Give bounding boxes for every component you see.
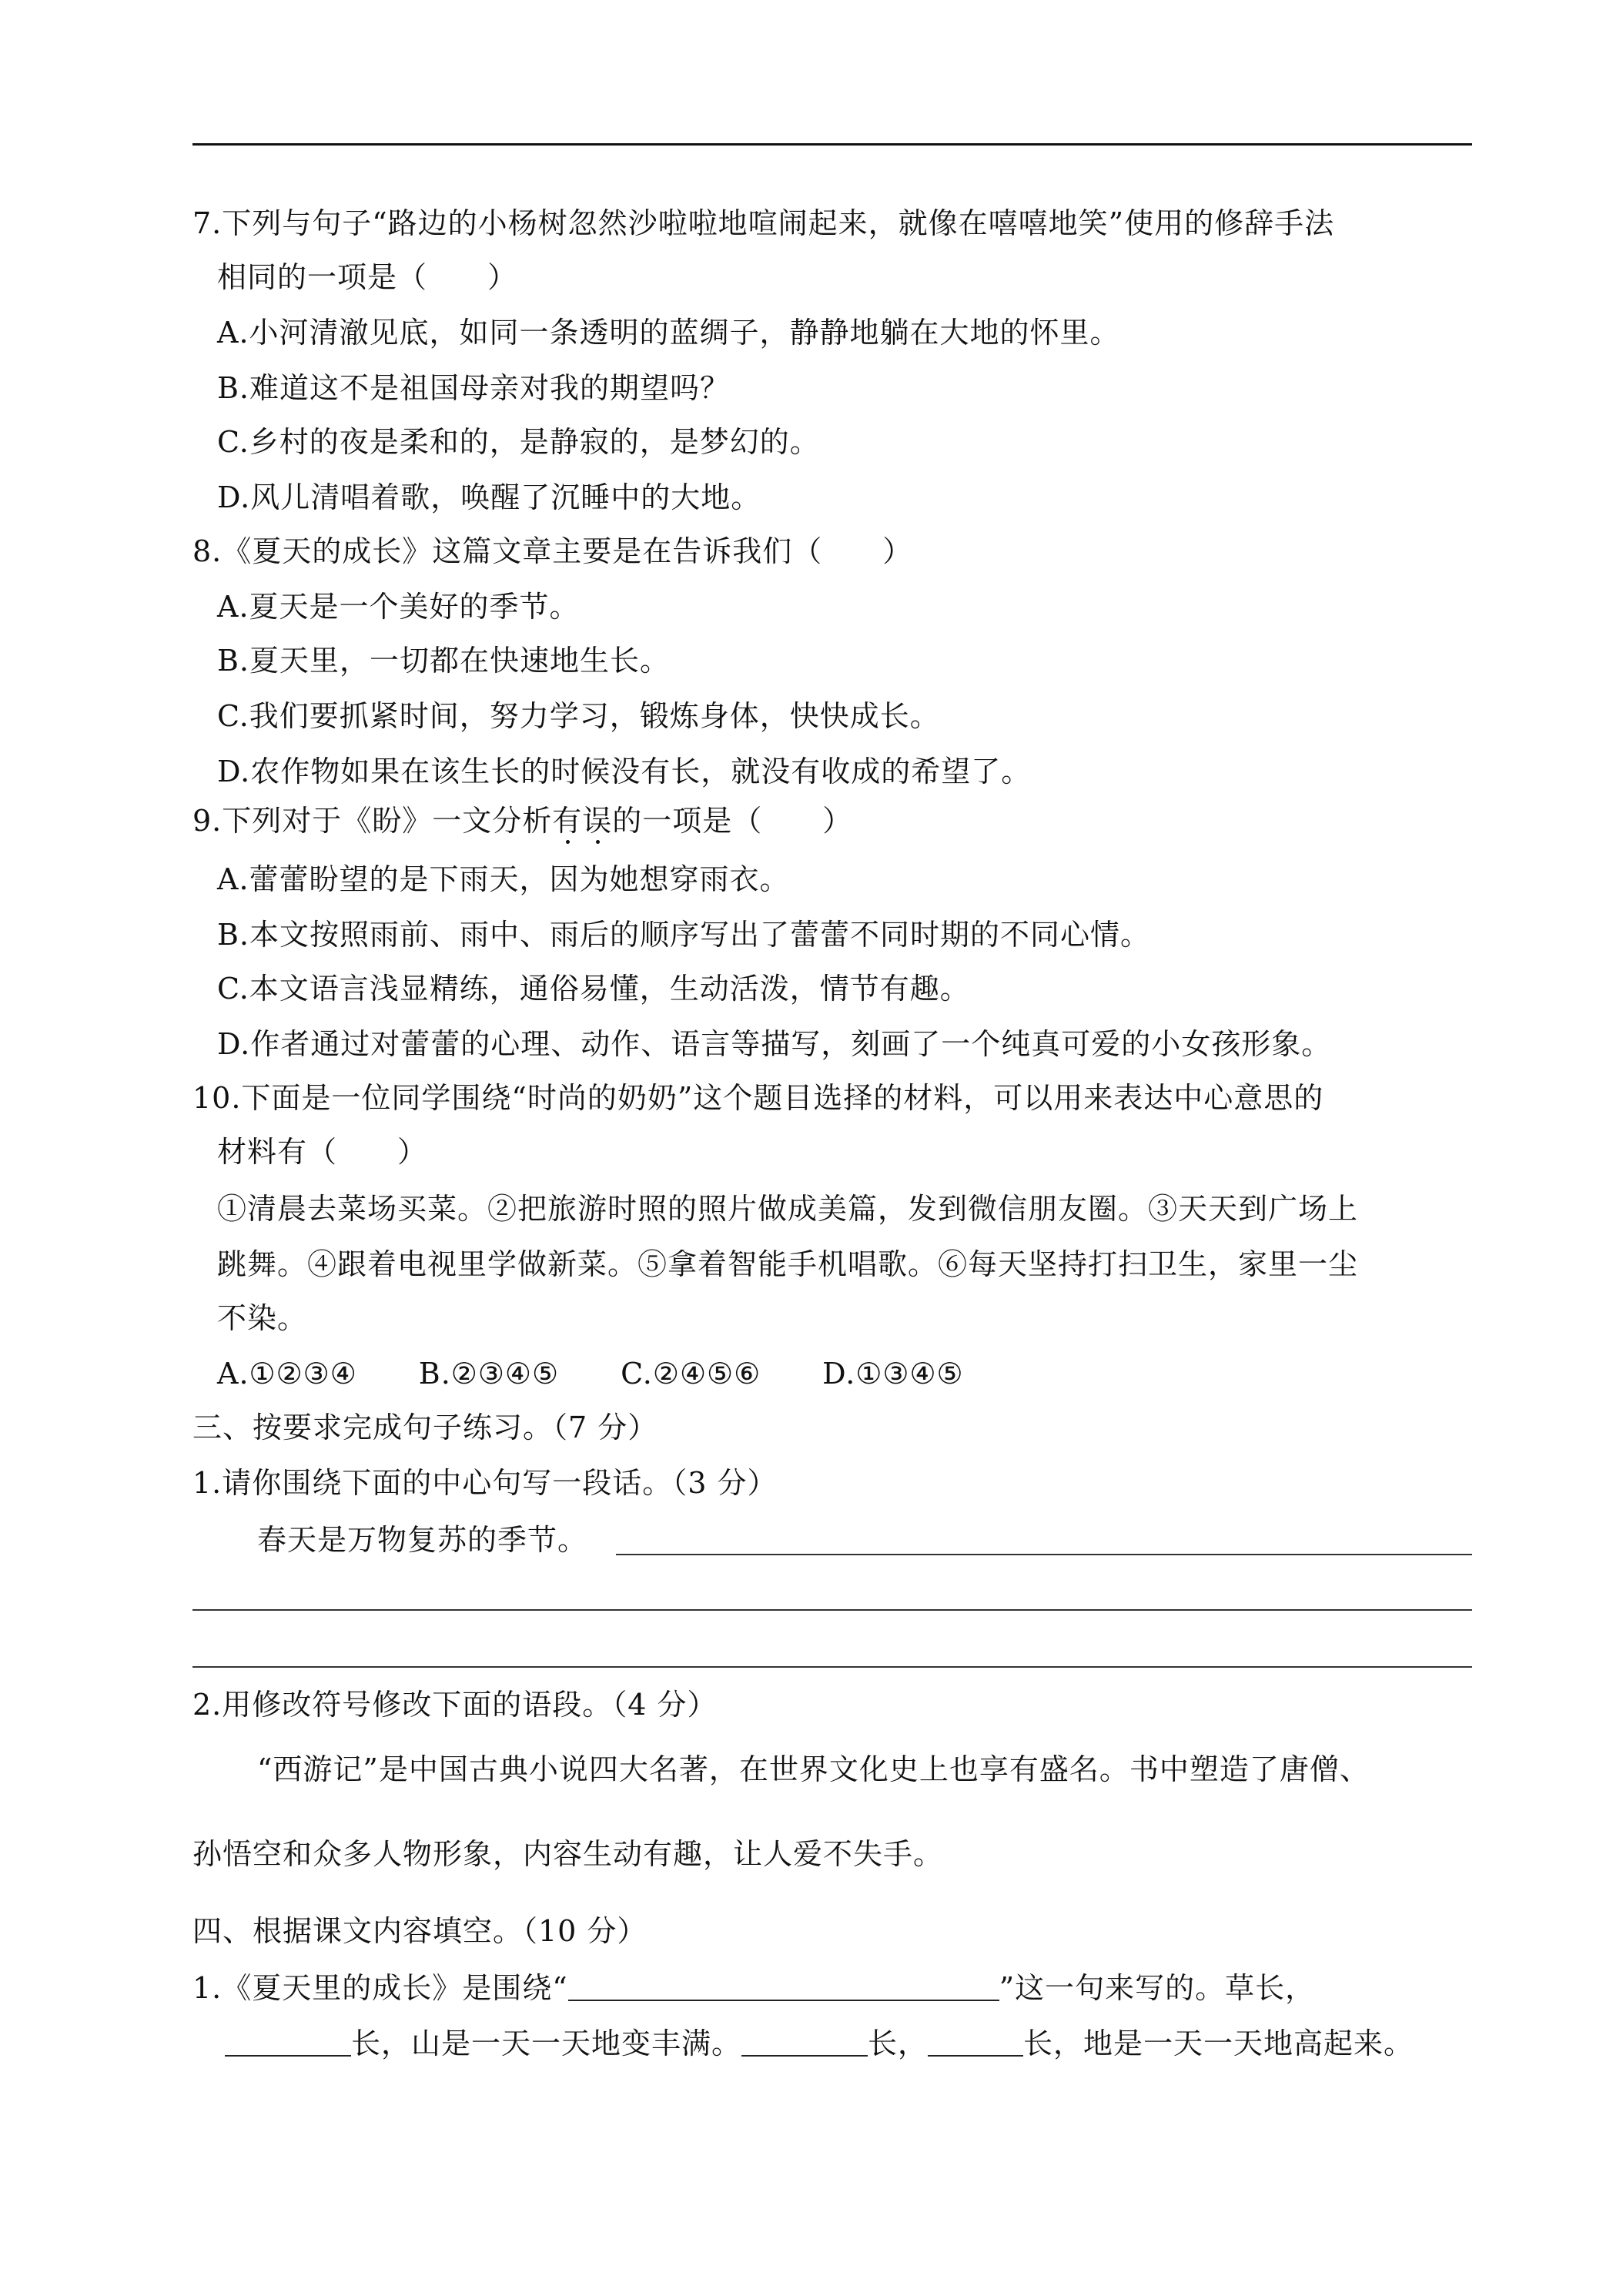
section4-heading: 四、根据课文内容填空。（10 分） (192, 1914, 648, 1948)
s3-q2-passage-line2: 孙悟空和众多人物形象，内容生动有趣，让人爱不失手。 (192, 1837, 944, 1871)
section3-heading: 三、按要求完成句子练习。（7 分） (192, 1411, 658, 1444)
s3-q1-answer-line-3[interactable] (192, 1666, 1472, 1668)
q10-material-line3: 不染。 (217, 1301, 308, 1335)
s4-q1-text-pre: 1.《夏天里的成长》是围绕“ (192, 1971, 568, 2005)
q8-option-a: A.夏天是一个美好的季节。 (217, 590, 580, 624)
q10-material-line1: ①清晨去菜场买菜。②把旅游时照的照片做成美篇，发到微信朋友圈。③天天到广场上 (217, 1192, 1359, 1226)
s4-q1-text-mid: ”这一句来写的。草长， (999, 1971, 1316, 2005)
s4-q1-line1 (192, 1968, 1315, 2008)
q8-option-d: D.农作物如果在该生长的时候没有长，就没有收成的希望了。 (217, 755, 1032, 788)
q9-stem-pre: 9.下列对于《盼》一文分析 (192, 804, 553, 838)
s4-q1-blank-sentence[interactable] (568, 1973, 999, 2001)
s3-q2-passage-line1: “西游记”是中国古典小说四大名著，在世界文化史上也享有盛名。书中塑造了唐僧、 (257, 1752, 1370, 1786)
q10-option-d: D.①③④⑤ (822, 1357, 964, 1391)
q7-stem-line1: 7.下列与句子“路边的小杨树忽然沙啦啦地喧闹起来，就像在嘻嘻地笑”使用的修辞手法 (192, 206, 1335, 240)
q9-stem-post: 的一项是（ ） (612, 804, 853, 838)
q7-stem-line2: 相同的一项是（ ） (217, 260, 518, 294)
q10-stem-line1: 10.下面是一位同学围绕“时尚的奶奶”这个题目选择的材料，可以用来表达中心意思的 (192, 1081, 1324, 1115)
q9-stem (192, 801, 852, 841)
q10-option-c: C.②④⑤⑥ (621, 1357, 761, 1391)
q10-material-line2: 跳舞。④跟着电视里学做新菜。⑤拿着智能手机唱歌。⑥每天坚持打扫卫生，家里一尘 (217, 1247, 1359, 1281)
q9-option-a: A.蕾蕾盼望的是下雨天，因为她想穿雨衣。 (217, 862, 790, 896)
s4-q1-line2 (225, 2023, 1414, 2063)
q8-stem: 8.《夏天的成长》这篇文章主要是在告诉我们（ ） (192, 534, 913, 568)
q9-option-b: B.本文按照雨前、雨中、雨后的顺序写出了蕾蕾不同时期的不同心情。 (217, 918, 1151, 952)
s3-q1-stem: 1.请你围绕下面的中心句写一段话。（3 分） (192, 1466, 778, 1500)
q9-option-c: C.本文语言浅显精练，通俗易懂，生动活泼，情节有趣。 (217, 972, 970, 1006)
s4-q1-text-a: 长，山是一天一天地变丰满。 (351, 2027, 742, 2060)
q10-option-b: B.②③④⑤ (418, 1357, 560, 1391)
header-rule (192, 143, 1472, 146)
q8-option-c: C.我们要抓紧时间，努力学习，锻炼身体，快快成长。 (217, 699, 940, 733)
s3-q1-lead-sentence: 春天是万物复苏的季节。 (257, 1523, 588, 1557)
s4-q1-text-b: 长， (868, 2027, 929, 2060)
q7-option-a: A.小河清澈见底，如同一条透明的蓝绸子，静静地躺在大地的怀里。 (217, 316, 1120, 350)
s4-q1-blank-3[interactable] (928, 2029, 1023, 2057)
s4-q1-blank-2[interactable] (741, 2029, 868, 2057)
q9-option-d: D.作者通过对蕾蕾的心理、动作、语言等描写，刻画了一个纯真可爱的小女孩形象。 (217, 1027, 1332, 1061)
q9-emphasis-wu: 误 (582, 804, 613, 838)
q10-option-a: A.①②③④ (217, 1357, 357, 1391)
s4-q1-text-c: 长，地是一天一天地高起来。 (1023, 2027, 1414, 2060)
q10-stem-line2: 材料有（ ） (217, 1135, 428, 1169)
s3-q2-stem: 2.用修改符号修改下面的语段。（4 分） (192, 1688, 718, 1722)
q8-option-b: B.夏天里，一切都在快速地生长。 (217, 644, 671, 678)
s3-q1-answer-line-2[interactable] (192, 1609, 1472, 1611)
s3-q1-answer-line-1[interactable] (616, 1554, 1472, 1555)
q9-emphasis-you: 有 (552, 804, 583, 838)
q7-option-c: C.乡村的夜是柔和的，是静寂的，是梦幻的。 (217, 425, 820, 459)
q7-option-d: D.风儿清唱着歌，唤醒了沉睡中的大地。 (217, 480, 761, 514)
s4-q1-blank-1[interactable] (225, 2029, 351, 2057)
q7-option-b: B.难道这不是祖国母亲对我的期望吗？ (217, 371, 731, 405)
q10-options (217, 1354, 964, 1394)
